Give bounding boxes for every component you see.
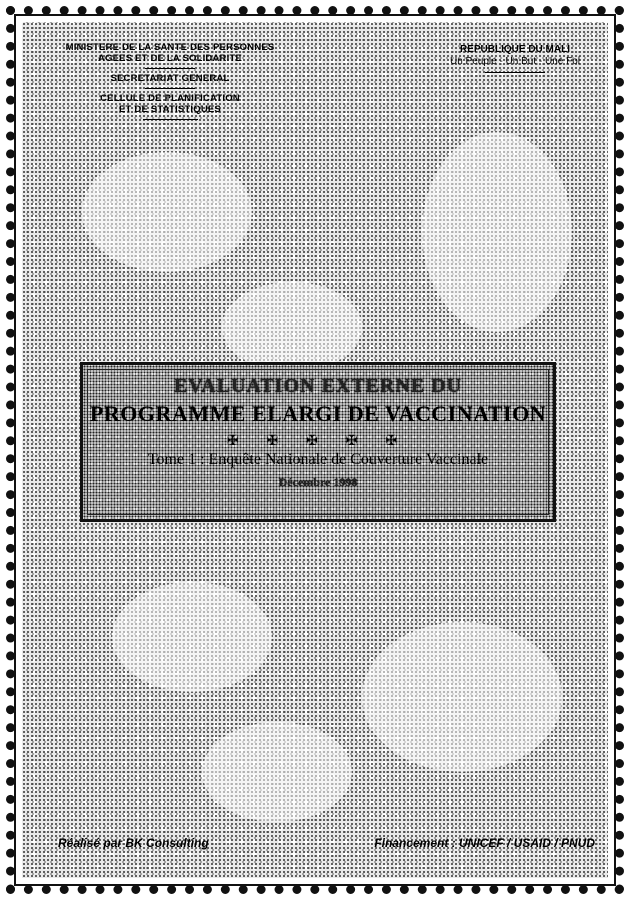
ministry-name-line2: AGEES ET DE LA SOLIDARITE — [98, 53, 242, 64]
divider — [485, 72, 545, 73]
cross-ornaments-icon: ✠ ✠ ✠ ✠ ✠ — [226, 432, 410, 448]
title-box — [80, 362, 556, 522]
funding-credit: Financement : UNICEF / USAID / PNUD — [374, 836, 595, 850]
secretariat-label: SECRETARIAT GENERAL — [110, 73, 230, 84]
divider — [143, 119, 198, 120]
report-title: PROGRAMME ELARGI DE VACCINATION — [89, 401, 547, 426]
country-name: REPUBLIQUE DU MALI — [460, 44, 570, 55]
cellule-label-line1: CELLULE DE PLANIFICATION — [100, 93, 240, 104]
ministry-name-line1: MINISTERE DE LA SANTE DES PERSONNES — [65, 42, 275, 53]
report-subtitle: Tome 1 : Enquête Nationale de Couverture Vaccinale — [147, 451, 489, 468]
report-heading: EVALUATION EXTERNE DU — [173, 375, 463, 397]
divider — [145, 88, 195, 89]
cellule-label-line2: ET DE STATISTIQUES — [119, 104, 221, 115]
republic-header — [430, 44, 600, 77]
author-credit: Réalisé par BK Consulting — [58, 836, 209, 850]
divider — [145, 68, 195, 69]
national-motto: Un Peuple - Un But - Une Foi — [449, 56, 581, 67]
ministry-header — [55, 42, 285, 124]
report-date: Décembre 1998 — [278, 475, 358, 489]
